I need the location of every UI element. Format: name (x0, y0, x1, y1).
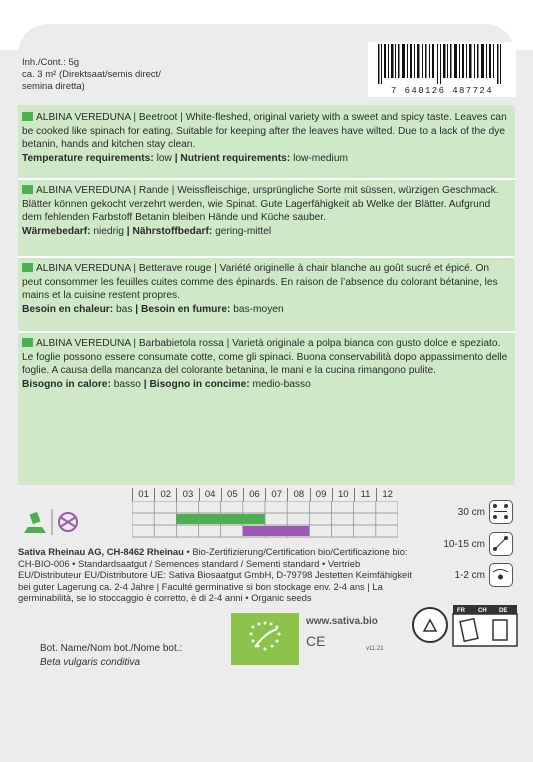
section-german (18, 180, 515, 238)
temperature-label: Besoin en chaleur: (22, 303, 114, 315)
calendar-month-11: 11 (354, 488, 376, 501)
nutrient-value: gering-mittel (212, 225, 272, 237)
nutrient-value: bas-moyen (230, 303, 284, 315)
calendar-month-03: 03 (176, 488, 198, 501)
calendar-month-12: 12 (376, 488, 398, 501)
svg-text:DE: DE (499, 608, 508, 614)
eu-organic-logo (231, 613, 299, 665)
nutrient-label: Nutrient requirements: (180, 152, 291, 164)
nutrient-value: medio-basso (249, 378, 311, 390)
nutrient-label: Nährstoffbedarf: (132, 225, 213, 237)
website-link[interactable]: www.sativa.bio (306, 616, 378, 627)
temperature-value: basso (110, 378, 141, 390)
temperature-label: Wärmebedarf: (22, 225, 91, 237)
description-text: | Beetroot | White-fleshed, original variety with a sweet and spicy taste. Leaves can be cooked like spinach for eating. Suitable for keeping after the leaves have wilted. Due to a lack of the dye betanin, hands and kitchen stay clean. (22, 112, 507, 151)
net-content (22, 57, 161, 93)
calendar-month-08: 08 (287, 488, 309, 501)
calendar-month-07: 07 (265, 488, 287, 501)
calendar-months (132, 488, 398, 501)
calendar-month-10: 10 (332, 488, 354, 501)
nutrient-value: low-medium (290, 152, 348, 164)
sowing-depth-icon (489, 563, 513, 587)
section-german-text (22, 184, 511, 225)
green-square-icon (22, 263, 33, 272)
ce-mark: CE (306, 633, 326, 649)
version-label: v11.21 (366, 646, 384, 652)
section-italian-text (22, 337, 511, 378)
row-spacing-label: 30 cm (457, 507, 485, 518)
green-square-icon (22, 185, 33, 194)
growing-calendar (132, 488, 398, 501)
variety-name: ALBINA VEREDUNA (36, 185, 131, 196)
description-text: | Betterave rouge | Variété originelle à chair blanche au goût sucré et épicé. On peut consommer les feuilles cuites comme des épinards. En raison de l’absence du colorant bétanine, les mains et la cuisine restent propres. (22, 263, 498, 302)
barcode-bars (376, 44, 508, 84)
nutrient-label: Besoin en fumure: (140, 303, 231, 315)
net-area-cont: semina diretta) (22, 81, 85, 92)
section-french (18, 258, 515, 316)
temperature-value: bas (113, 303, 133, 315)
sowing-depth-label: 1-2 cm (454, 570, 485, 581)
requirements: Wärmebedarf: niedrig | Nährstoffbedarf: gering-mittel (22, 225, 272, 237)
calendar-month-06: 06 (243, 488, 265, 501)
net-weight: Inh./Cont.: 5g (22, 57, 80, 68)
section-english (18, 107, 515, 165)
calendar-month-02: 02 (154, 488, 176, 501)
barcode-number: 7 640126 487724 (390, 86, 493, 96)
net-area: ca. 3 m² (Direktsaat/semis direct/ (22, 69, 161, 80)
variety-name: ALBINA VEREDUNA (36, 263, 131, 274)
section-french-text (22, 262, 511, 303)
section-english-text (22, 111, 511, 152)
variety-name: ALBINA VEREDUNA (36, 338, 131, 349)
company-name: Sativa Rheinau AG, CH-8462 Rheinau (18, 546, 184, 557)
calendar-month-09: 09 (310, 488, 332, 501)
calendar-month-05: 05 (221, 488, 243, 501)
calendar-month-04: 04 (199, 488, 221, 501)
company-details: • Bio-Zertifizierung/Certification bio/Certificazione bio: CH-BIO-006 • Standardsaatgut / Semences standard / Sementi standard • Vertrieb EU/Distributeur EU/Distributore UE: Sativa Biosaatgut GmbH, D-79798 Jestetten Keimfähigkeit bei guter Lagerung ca. 2-4 Jahre | Faculté germinative si bon stockage env. 2-4 ans | La germinabilità, se lo stoccaggio è corretto, è di 2-4 anni • Organic seeds (18, 546, 412, 604)
temperature-value: niedrig (90, 225, 124, 237)
calendar-bars (132, 501, 398, 541)
temperature-label: Temperature requirements: (22, 152, 154, 164)
seed-sow-icon (22, 507, 82, 537)
temperature-value: low (153, 152, 172, 164)
section-italian (18, 333, 515, 391)
company-info (18, 546, 418, 604)
plant-spacing-icon (489, 532, 513, 556)
green-square-icon (22, 338, 33, 347)
nutrient-label: Bisogno in concime: (149, 378, 250, 390)
requirements: Temperature requirements: low | Nutrient requirements: low-medium (22, 152, 348, 164)
botanical-name-label: Bot. Name/Nom bot./Nome bot.: (40, 643, 183, 654)
sowing-period-bar (176, 514, 265, 524)
temperature-label: Bisogno in calore: (22, 378, 111, 390)
plant-spacing-label: 10-15 cm (443, 539, 485, 550)
green-square-icon (22, 112, 33, 121)
recycling-info (410, 600, 520, 655)
row-spacing-icon (489, 500, 513, 524)
recycle-icon (413, 608, 447, 642)
calendar-grid (132, 501, 398, 541)
botanical-name-value: Beta vulgaris conditiva (40, 657, 141, 668)
svg-text:FR: FR (457, 608, 465, 614)
variety-name: ALBINA VEREDUNA (36, 112, 131, 123)
svg-text:CH: CH (478, 608, 487, 614)
requirements: Bisogno in calore: basso | Bisogno in concime: medio-basso (22, 378, 311, 390)
harvest-period-bar (243, 526, 310, 536)
botanical-name (40, 642, 182, 670)
calendar-month-01: 01 (132, 488, 154, 501)
barcode (368, 42, 516, 97)
description-text: | Barbabietola rossa | Varietà originale a polpa bianca con gusto dolce e speziato. Le foglie possono essere consumate cotte, come gli spinaci. Buona conservabilità dopo appassimento delle foglie. A causa della mancanza del colorante betanina, le mani e la cucina rimangono pulite. (22, 338, 508, 377)
description-text: | Rande | Weissfleischige, ursprüngliche Sorte mit süssen, würzigen Geschmack. Blätter können gekocht verzehrt werden, wie Spinat. Gute Lagerfähigkeit ab Welke der Blätter. Aufgrund dem fehlenden Farbstoff Betanin bleiben Hände und Küche sauber. (22, 185, 499, 224)
sowing-instructions-icon (22, 507, 82, 542)
requirements: Besoin en chaleur: bas | Besoin en fumure: bas-moyen (22, 303, 284, 315)
